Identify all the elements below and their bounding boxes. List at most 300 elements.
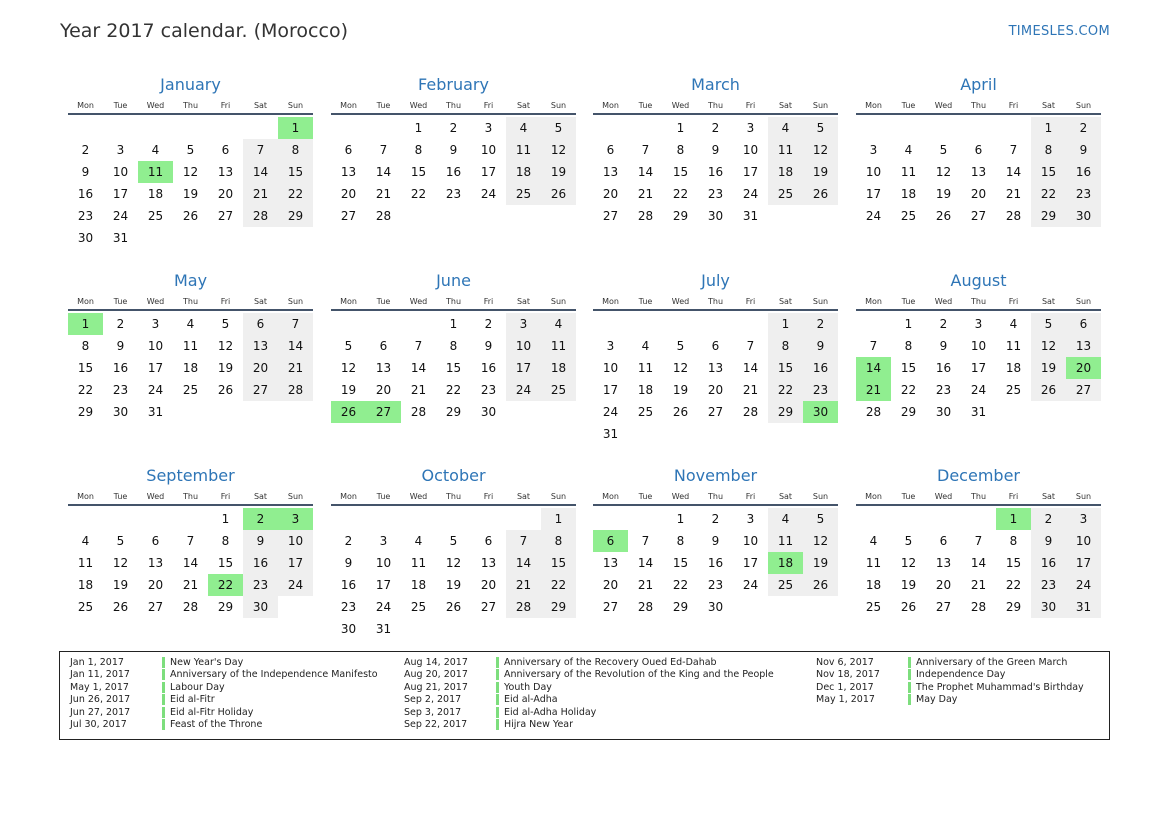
day-cell[interactable]: 19 <box>182 187 199 201</box>
day-cell[interactable]: 17 <box>506 357 541 379</box>
day-cell[interactable]: 18 <box>182 361 199 375</box>
day-cell[interactable]: 28 <box>865 405 882 419</box>
day-cell[interactable]: 5 <box>449 534 458 548</box>
day-cell[interactable]: 14 <box>970 556 987 570</box>
holiday-day-cell[interactable]: 21 <box>856 379 891 401</box>
day-cell[interactable]: 27 <box>217 209 234 223</box>
day-cell[interactable]: 13 <box>243 335 278 357</box>
day-cell[interactable]: 26 <box>935 209 952 223</box>
day-cell[interactable]: 12 <box>217 339 234 353</box>
day-cell[interactable]: 16 <box>445 165 462 179</box>
day-cell[interactable]: 7 <box>243 139 278 161</box>
day-cell[interactable]: 23 <box>1031 574 1066 596</box>
day-cell[interactable]: 26 <box>541 183 576 205</box>
day-cell[interactable]: 22 <box>77 383 94 397</box>
day-cell[interactable]: 16 <box>1066 161 1101 183</box>
day-cell[interactable]: 1 <box>1031 117 1066 139</box>
day-cell[interactable]: 9 <box>1066 139 1101 161</box>
day-cell[interactable]: 9 <box>243 530 278 552</box>
day-cell[interactable]: 3 <box>869 143 878 157</box>
day-cell[interactable]: 6 <box>1066 313 1101 335</box>
day-cell[interactable]: 30 <box>1066 205 1101 227</box>
day-cell[interactable]: 16 <box>243 552 278 574</box>
day-cell[interactable]: 5 <box>541 117 576 139</box>
day-cell[interactable]: 16 <box>112 361 129 375</box>
day-cell[interactable]: 10 <box>147 339 164 353</box>
day-cell[interactable]: 27 <box>707 405 724 419</box>
day-cell[interactable]: 27 <box>602 209 619 223</box>
day-cell[interactable]: 24 <box>375 600 392 614</box>
day-cell[interactable]: 21 <box>637 187 654 201</box>
day-cell[interactable]: 7 <box>506 530 541 552</box>
day-cell[interactable]: 8 <box>1031 139 1066 161</box>
day-cell[interactable]: 9 <box>711 143 720 157</box>
day-cell[interactable]: 29 <box>768 401 803 423</box>
day-cell[interactable]: 16 <box>935 361 952 375</box>
day-cell[interactable]: 13 <box>480 556 497 570</box>
day-cell[interactable]: 24 <box>742 578 759 592</box>
day-cell[interactable]: 31 <box>375 622 392 636</box>
day-cell[interactable]: 25 <box>147 209 164 223</box>
holiday-day-cell[interactable]: 14 <box>856 357 891 379</box>
day-cell[interactable]: 21 <box>243 183 278 205</box>
day-cell[interactable]: 14 <box>742 361 759 375</box>
day-cell[interactable]: 26 <box>672 405 689 419</box>
day-cell[interactable]: 11 <box>1005 339 1022 353</box>
day-cell[interactable]: 22 <box>410 187 427 201</box>
day-cell[interactable]: 19 <box>672 383 689 397</box>
day-cell[interactable]: 23 <box>1066 183 1101 205</box>
day-cell[interactable]: 9 <box>116 339 125 353</box>
day-cell[interactable]: 10 <box>375 556 392 570</box>
day-cell[interactable]: 14 <box>1005 165 1022 179</box>
day-cell[interactable]: 8 <box>81 339 90 353</box>
holiday-day-cell[interactable]: 26 <box>331 401 366 423</box>
day-cell[interactable]: 11 <box>182 339 199 353</box>
day-cell[interactable]: 28 <box>1005 209 1022 223</box>
day-cell[interactable]: 28 <box>375 209 392 223</box>
day-cell[interactable]: 17 <box>375 578 392 592</box>
day-cell[interactable]: 10 <box>1066 530 1101 552</box>
day-cell[interactable]: 31 <box>1066 596 1101 618</box>
holiday-day-cell[interactable]: 22 <box>208 574 243 596</box>
day-cell[interactable]: 3 <box>746 512 755 526</box>
day-cell[interactable]: 10 <box>506 335 541 357</box>
day-cell[interactable]: 19 <box>112 578 129 592</box>
day-cell[interactable]: 10 <box>970 339 987 353</box>
day-cell[interactable]: 10 <box>480 143 497 157</box>
day-cell[interactable]: 23 <box>340 600 357 614</box>
day-cell[interactable]: 5 <box>939 143 948 157</box>
day-cell[interactable]: 6 <box>379 339 388 353</box>
day-cell[interactable]: 26 <box>803 574 838 596</box>
day-cell[interactable]: 4 <box>869 534 878 548</box>
day-cell[interactable]: 15 <box>672 556 689 570</box>
day-cell[interactable]: 3 <box>484 121 493 135</box>
day-cell[interactable]: 13 <box>217 165 234 179</box>
day-cell[interactable]: 19 <box>803 161 838 183</box>
day-cell[interactable]: 28 <box>278 379 313 401</box>
day-cell[interactable]: 6 <box>221 143 230 157</box>
day-cell[interactable]: 29 <box>672 209 689 223</box>
day-cell[interactable]: 11 <box>637 361 654 375</box>
day-cell[interactable]: 18 <box>410 578 427 592</box>
day-cell[interactable]: 30 <box>340 622 357 636</box>
day-cell[interactable]: 21 <box>375 187 392 201</box>
day-cell[interactable]: 30 <box>707 209 724 223</box>
day-cell[interactable]: 17 <box>1066 552 1101 574</box>
day-cell[interactable]: 24 <box>112 209 129 223</box>
day-cell[interactable]: 13 <box>1066 335 1101 357</box>
day-cell[interactable]: 8 <box>676 534 685 548</box>
day-cell[interactable]: 18 <box>900 187 917 201</box>
day-cell[interactable]: 20 <box>480 578 497 592</box>
day-cell[interactable]: 14 <box>375 165 392 179</box>
day-cell[interactable]: 13 <box>602 165 619 179</box>
day-cell[interactable]: 11 <box>77 556 94 570</box>
day-cell[interactable]: 29 <box>672 600 689 614</box>
day-cell[interactable]: 4 <box>641 339 650 353</box>
day-cell[interactable]: 21 <box>182 578 199 592</box>
day-cell[interactable]: 13 <box>707 361 724 375</box>
day-cell[interactable]: 22 <box>672 187 689 201</box>
day-cell[interactable]: 8 <box>541 530 576 552</box>
day-cell[interactable]: 11 <box>410 556 427 570</box>
holiday-day-cell[interactable]: 1 <box>68 313 103 335</box>
day-cell[interactable]: 12 <box>672 361 689 375</box>
day-cell[interactable]: 8 <box>221 534 230 548</box>
holiday-day-cell[interactable]: 6 <box>593 530 628 552</box>
day-cell[interactable]: 28 <box>243 205 278 227</box>
day-cell[interactable]: 26 <box>803 183 838 205</box>
day-cell[interactable]: 13 <box>935 556 952 570</box>
day-cell[interactable]: 28 <box>742 405 759 419</box>
day-cell[interactable]: 1 <box>676 512 685 526</box>
site-link[interactable]: TIMESLES.COM <box>1008 24 1110 39</box>
day-cell[interactable]: 24 <box>278 574 313 596</box>
day-cell[interactable]: 22 <box>541 574 576 596</box>
day-cell[interactable]: 1 <box>541 508 576 530</box>
day-cell[interactable]: 26 <box>182 209 199 223</box>
day-cell[interactable]: 11 <box>900 165 917 179</box>
day-cell[interactable]: 17 <box>865 187 882 201</box>
day-cell[interactable]: 3 <box>116 143 125 157</box>
day-cell[interactable]: 21 <box>1005 187 1022 201</box>
day-cell[interactable]: 2 <box>1066 117 1101 139</box>
day-cell[interactable]: 9 <box>939 339 948 353</box>
day-cell[interactable]: 30 <box>77 231 94 245</box>
day-cell[interactable]: 14 <box>637 556 654 570</box>
day-cell[interactable]: 18 <box>865 578 882 592</box>
day-cell[interactable]: 5 <box>116 534 125 548</box>
day-cell[interactable]: 17 <box>742 556 759 570</box>
holiday-day-cell[interactable]: 20 <box>1066 357 1101 379</box>
day-cell[interactable]: 12 <box>541 139 576 161</box>
day-cell[interactable]: 7 <box>1009 143 1018 157</box>
day-cell[interactable]: 12 <box>182 165 199 179</box>
day-cell[interactable]: 23 <box>935 383 952 397</box>
day-cell[interactable]: 19 <box>217 361 234 375</box>
day-cell[interactable]: 25 <box>77 600 94 614</box>
day-cell[interactable]: 2 <box>711 121 720 135</box>
day-cell[interactable]: 2 <box>1031 508 1066 530</box>
day-cell[interactable]: 1 <box>768 313 803 335</box>
day-cell[interactable]: 27 <box>480 600 497 614</box>
day-cell[interactable]: 22 <box>1031 183 1066 205</box>
day-cell[interactable]: 18 <box>77 578 94 592</box>
day-cell[interactable]: 18 <box>637 383 654 397</box>
day-cell[interactable]: 21 <box>410 383 427 397</box>
day-cell[interactable]: 20 <box>340 187 357 201</box>
day-cell[interactable]: 2 <box>116 317 125 331</box>
holiday-day-cell[interactable]: 1 <box>278 117 313 139</box>
day-cell[interactable]: 11 <box>541 335 576 357</box>
day-cell[interactable]: 26 <box>445 600 462 614</box>
day-cell[interactable]: 20 <box>707 383 724 397</box>
day-cell[interactable]: 25 <box>768 183 803 205</box>
day-cell[interactable]: 24 <box>865 209 882 223</box>
day-cell[interactable]: 2 <box>344 534 353 548</box>
day-cell[interactable]: 27 <box>602 600 619 614</box>
day-cell[interactable]: 24 <box>506 379 541 401</box>
day-cell[interactable]: 1 <box>676 121 685 135</box>
day-cell[interactable]: 9 <box>344 556 353 570</box>
day-cell[interactable]: 7 <box>379 143 388 157</box>
day-cell[interactable]: 2 <box>449 121 458 135</box>
day-cell[interactable]: 7 <box>278 313 313 335</box>
day-cell[interactable]: 31 <box>602 427 619 441</box>
day-cell[interactable]: 26 <box>900 600 917 614</box>
day-cell[interactable]: 31 <box>147 405 164 419</box>
day-cell[interactable]: 31 <box>970 405 987 419</box>
day-cell[interactable]: 14 <box>637 165 654 179</box>
day-cell[interactable]: 14 <box>243 161 278 183</box>
day-cell[interactable]: 4 <box>541 313 576 335</box>
day-cell[interactable]: 8 <box>768 335 803 357</box>
day-cell[interactable]: 8 <box>1009 534 1018 548</box>
day-cell[interactable]: 22 <box>768 379 803 401</box>
day-cell[interactable]: 5 <box>904 534 913 548</box>
day-cell[interactable]: 18 <box>147 187 164 201</box>
day-cell[interactable]: 30 <box>935 405 952 419</box>
day-cell[interactable]: 28 <box>637 600 654 614</box>
day-cell[interactable]: 15 <box>217 556 234 570</box>
day-cell[interactable]: 25 <box>768 574 803 596</box>
day-cell[interactable]: 7 <box>974 534 983 548</box>
day-cell[interactable]: 30 <box>480 405 497 419</box>
day-cell[interactable]: 12 <box>935 165 952 179</box>
day-cell[interactable]: 17 <box>602 383 619 397</box>
day-cell[interactable]: 29 <box>1005 600 1022 614</box>
day-cell[interactable]: 30 <box>707 600 724 614</box>
day-cell[interactable]: 25 <box>541 379 576 401</box>
day-cell[interactable]: 8 <box>414 143 423 157</box>
day-cell[interactable]: 27 <box>935 600 952 614</box>
day-cell[interactable]: 25 <box>865 600 882 614</box>
day-cell[interactable]: 18 <box>506 161 541 183</box>
day-cell[interactable]: 12 <box>445 556 462 570</box>
day-cell[interactable]: 19 <box>340 383 357 397</box>
day-cell[interactable]: 7 <box>746 339 755 353</box>
day-cell[interactable]: 31 <box>742 209 759 223</box>
day-cell[interactable]: 28 <box>970 600 987 614</box>
day-cell[interactable]: 7 <box>186 534 195 548</box>
day-cell[interactable]: 6 <box>711 339 720 353</box>
day-cell[interactable]: 29 <box>1031 205 1066 227</box>
day-cell[interactable]: 14 <box>506 552 541 574</box>
day-cell[interactable]: 21 <box>506 574 541 596</box>
day-cell[interactable]: 6 <box>974 143 983 157</box>
day-cell[interactable]: 13 <box>147 556 164 570</box>
day-cell[interactable]: 4 <box>904 143 913 157</box>
day-cell[interactable]: 23 <box>445 187 462 201</box>
day-cell[interactable]: 4 <box>81 534 90 548</box>
day-cell[interactable]: 15 <box>541 552 576 574</box>
day-cell[interactable]: 27 <box>1066 379 1101 401</box>
day-cell[interactable]: 22 <box>900 383 917 397</box>
day-cell[interactable]: 12 <box>340 361 357 375</box>
day-cell[interactable]: 4 <box>151 143 160 157</box>
day-cell[interactable]: 14 <box>278 335 313 357</box>
day-cell[interactable]: 12 <box>803 530 838 552</box>
day-cell[interactable]: 6 <box>939 534 948 548</box>
holiday-day-cell[interactable]: 11 <box>138 161 173 183</box>
holiday-day-cell[interactable]: 3 <box>278 508 313 530</box>
day-cell[interactable]: 6 <box>484 534 493 548</box>
day-cell[interactable]: 24 <box>480 187 497 201</box>
day-cell[interactable]: 20 <box>602 578 619 592</box>
day-cell[interactable]: 11 <box>768 530 803 552</box>
day-cell[interactable]: 29 <box>541 596 576 618</box>
day-cell[interactable]: 22 <box>1005 578 1022 592</box>
day-cell[interactable]: 26 <box>112 600 129 614</box>
day-cell[interactable]: 11 <box>768 139 803 161</box>
day-cell[interactable]: 25 <box>900 209 917 223</box>
day-cell[interactable]: 5 <box>803 508 838 530</box>
day-cell[interactable]: 22 <box>278 183 313 205</box>
day-cell[interactable]: 27 <box>147 600 164 614</box>
day-cell[interactable]: 26 <box>217 383 234 397</box>
day-cell[interactable]: 27 <box>340 209 357 223</box>
day-cell[interactable]: 2 <box>711 512 720 526</box>
day-cell[interactable]: 13 <box>375 361 392 375</box>
day-cell[interactable]: 28 <box>182 600 199 614</box>
day-cell[interactable]: 20 <box>217 187 234 201</box>
day-cell[interactable]: 7 <box>641 143 650 157</box>
day-cell[interactable]: 1 <box>904 317 913 331</box>
day-cell[interactable]: 25 <box>637 405 654 419</box>
holiday-day-cell[interactable]: 30 <box>803 401 838 423</box>
day-cell[interactable]: 8 <box>278 139 313 161</box>
day-cell[interactable]: 24 <box>147 383 164 397</box>
day-cell[interactable]: 2 <box>484 317 493 331</box>
day-cell[interactable]: 10 <box>278 530 313 552</box>
day-cell[interactable]: 30 <box>1031 596 1066 618</box>
day-cell[interactable]: 12 <box>803 139 838 161</box>
day-cell[interactable]: 19 <box>541 161 576 183</box>
holiday-day-cell[interactable]: 2 <box>243 508 278 530</box>
day-cell[interactable]: 3 <box>746 121 755 135</box>
day-cell[interactable]: 4 <box>186 317 195 331</box>
day-cell[interactable]: 9 <box>803 335 838 357</box>
day-cell[interactable]: 15 <box>1031 161 1066 183</box>
day-cell[interactable]: 23 <box>707 578 724 592</box>
day-cell[interactable]: 20 <box>970 187 987 201</box>
day-cell[interactable]: 29 <box>278 205 313 227</box>
day-cell[interactable]: 23 <box>77 209 94 223</box>
day-cell[interactable]: 15 <box>900 361 917 375</box>
day-cell[interactable]: 10 <box>112 165 129 179</box>
day-cell[interactable]: 23 <box>480 383 497 397</box>
day-cell[interactable]: 25 <box>182 383 199 397</box>
day-cell[interactable]: 2 <box>803 313 838 335</box>
day-cell[interactable]: 4 <box>768 117 803 139</box>
day-cell[interactable]: 7 <box>414 339 423 353</box>
day-cell[interactable]: 18 <box>1005 361 1022 375</box>
day-cell[interactable]: 20 <box>243 357 278 379</box>
day-cell[interactable]: 8 <box>676 143 685 157</box>
day-cell[interactable]: 10 <box>742 143 759 157</box>
day-cell[interactable]: 18 <box>541 357 576 379</box>
day-cell[interactable]: 27 <box>970 209 987 223</box>
day-cell[interactable]: 6 <box>606 143 615 157</box>
day-cell[interactable]: 17 <box>742 165 759 179</box>
day-cell[interactable]: 19 <box>445 578 462 592</box>
day-cell[interactable]: 16 <box>340 578 357 592</box>
day-cell[interactable]: 29 <box>217 600 234 614</box>
day-cell[interactable]: 24 <box>970 383 987 397</box>
day-cell[interactable]: 19 <box>1031 357 1066 379</box>
day-cell[interactable]: 1 <box>449 317 458 331</box>
day-cell[interactable]: 9 <box>449 143 458 157</box>
day-cell[interactable]: 15 <box>672 165 689 179</box>
day-cell[interactable]: 25 <box>1005 383 1022 397</box>
day-cell[interactable]: 16 <box>1031 552 1066 574</box>
day-cell[interactable]: 21 <box>970 578 987 592</box>
day-cell[interactable]: 15 <box>278 161 313 183</box>
day-cell[interactable]: 21 <box>742 383 759 397</box>
day-cell[interactable]: 20 <box>147 578 164 592</box>
day-cell[interactable]: 24 <box>742 187 759 201</box>
day-cell[interactable]: 5 <box>1031 313 1066 335</box>
day-cell[interactable]: 22 <box>445 383 462 397</box>
day-cell[interactable]: 29 <box>900 405 917 419</box>
day-cell[interactable]: 14 <box>182 556 199 570</box>
day-cell[interactable]: 20 <box>602 187 619 201</box>
day-cell[interactable]: 6 <box>344 143 353 157</box>
day-cell[interactable]: 13 <box>970 165 987 179</box>
day-cell[interactable]: 24 <box>1066 574 1101 596</box>
day-cell[interactable]: 4 <box>1009 317 1018 331</box>
day-cell[interactable]: 10 <box>742 534 759 548</box>
day-cell[interactable]: 21 <box>637 578 654 592</box>
day-cell[interactable]: 28 <box>410 405 427 419</box>
day-cell[interactable]: 3 <box>379 534 388 548</box>
day-cell[interactable]: 16 <box>707 556 724 570</box>
day-cell[interactable]: 19 <box>803 552 838 574</box>
day-cell[interactable]: 29 <box>77 405 94 419</box>
day-cell[interactable]: 11 <box>865 556 882 570</box>
day-cell[interactable]: 2 <box>81 143 90 157</box>
day-cell[interactable]: 15 <box>77 361 94 375</box>
holiday-day-cell[interactable]: 1 <box>996 508 1031 530</box>
day-cell[interactable]: 10 <box>865 165 882 179</box>
day-cell[interactable]: 16 <box>480 361 497 375</box>
day-cell[interactable]: 1 <box>221 512 230 526</box>
day-cell[interactable]: 13 <box>602 556 619 570</box>
day-cell[interactable]: 17 <box>112 187 129 201</box>
day-cell[interactable]: 31 <box>112 231 129 245</box>
